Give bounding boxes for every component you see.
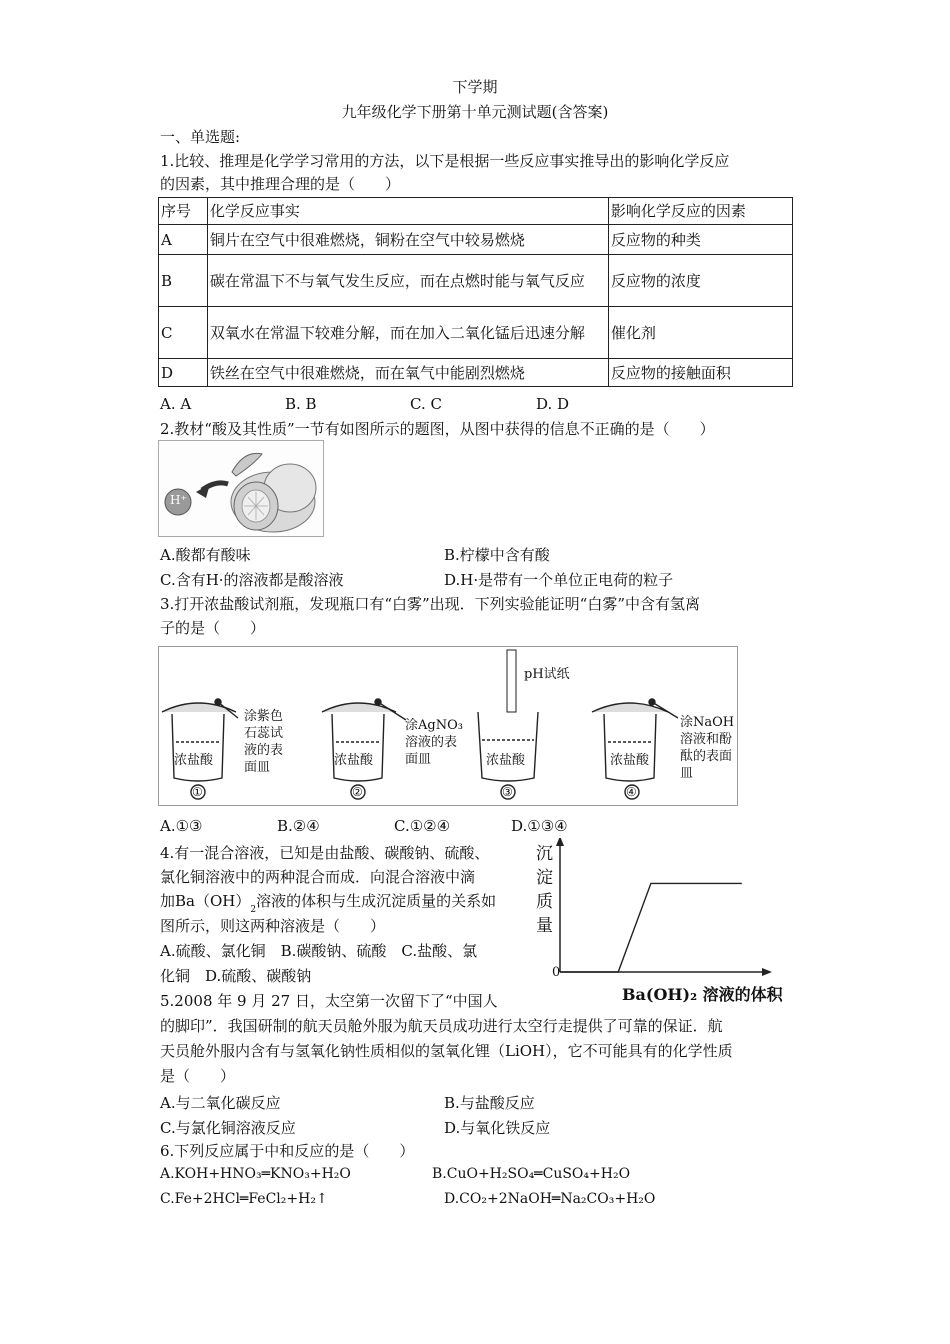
table-cell: 反应物的接触面积 xyxy=(608,359,792,387)
q2-stem: 2.教材“酸及其性质”一节有如图所示的题图，从图中获得的信息不正确的是（ ） xyxy=(160,420,715,438)
q4-line4: 图所示，则这两种溶液是（ ） xyxy=(160,917,386,935)
q4-line3-b: 溶液的体积与生成沉淀质量的关系如 xyxy=(256,892,497,910)
table-header-cell: 化学反应事实 xyxy=(207,198,608,225)
table-header-row xyxy=(159,198,793,225)
q4-line5: A.硫酸、氯化铜 B.碳酸钠、硫酸 C.盐酸、氯 xyxy=(160,942,478,960)
acid-label: 浓盐酸 xyxy=(334,753,374,768)
table-cell: C xyxy=(159,307,208,359)
caption-line: 皿 xyxy=(680,766,694,781)
q5-option-a[interactable]: A.与二氧化碳反应 xyxy=(160,1094,281,1112)
table-row xyxy=(159,225,793,255)
q6-option-b[interactable]: B.CuO+H₂SO₄═CuSO₄+H₂O xyxy=(432,1166,631,1182)
table-cell: 反应物的浓度 xyxy=(608,255,792,307)
caption-line: 面皿 xyxy=(244,760,271,775)
term-heading: 下学期 xyxy=(452,78,498,96)
q5-option-c[interactable]: C.与氯化铜溶液反应 xyxy=(160,1119,296,1137)
q2-option-b[interactable]: B.柠檬中含有酸 xyxy=(444,546,550,564)
table-header-cell: 影响化学反应的因素 xyxy=(608,198,792,225)
lemon-figure xyxy=(158,440,324,537)
chart-y-label: 沉淀质量 xyxy=(536,844,553,936)
ph-paper-label: pH试纸 xyxy=(524,667,570,682)
table-cell: A xyxy=(159,225,208,255)
q1-option-d[interactable]: D. D xyxy=(536,395,570,413)
q5-line1: 5.2008 年 9 月 27 日，太空第一次留下了“中国人 xyxy=(160,992,498,1010)
beaker4-caption xyxy=(680,714,734,782)
beaker1-caption xyxy=(244,708,283,776)
beaker-number: ② xyxy=(352,785,363,799)
q5-option-b[interactable]: B.与盐酸反应 xyxy=(444,1094,535,1112)
q4-line3-a: 加Ba（OH） xyxy=(160,892,251,910)
table-cell: 铁丝在空气中很难燃烧，而在氧气中能剧烈燃烧 xyxy=(207,359,608,387)
q3-option-d[interactable]: D.①③④ xyxy=(511,817,568,835)
chart-x-label: Ba(OH)₂ 溶液的体积 xyxy=(622,985,783,1004)
q1-table xyxy=(158,197,793,387)
q1-option-a[interactable]: A. A xyxy=(160,395,192,413)
page-title: 九年级化学下册第十单元测试题(含答案) xyxy=(341,103,609,121)
caption-line: 溶液和酚 xyxy=(680,732,733,747)
beaker-number: ③ xyxy=(502,785,513,799)
table-header-cell: 序号 xyxy=(159,198,208,225)
beaker2-caption xyxy=(405,717,463,768)
q5-line2: 的脚印”．我国研制的航天员舱外服为航天员成功进行太空行走提供了可靠的保证．航 xyxy=(160,1017,723,1035)
q3-option-c[interactable]: C.①②④ xyxy=(394,817,451,835)
q4-line1: 4.有一混合溶液，已知是由盐酸、碳酸钠、硫酸、 xyxy=(160,844,490,862)
caption-line: 涂AgNO₃ xyxy=(405,718,463,733)
table-cell: 碳在常温下不与氧气发生反应，而在点燃时能与氧气反应 xyxy=(207,255,608,307)
beaker-number: ④ xyxy=(626,785,637,799)
acid-label: 浓盐酸 xyxy=(486,753,526,768)
table-cell: 双氧水在常温下较难分解，而在加入二氧化锰后迅速分解 xyxy=(207,307,608,359)
q5-line3: 天员舱外服内含有与氢氧化钠性质相似的氢氧化锂（LiOH），它不可能具有的化学性质 xyxy=(160,1042,733,1060)
caption-line: 酞的表面 xyxy=(680,749,733,764)
q6-stem: 6.下列反应属于中和反应的是（ ） xyxy=(160,1142,415,1160)
table-row xyxy=(159,359,793,387)
table-cell: 反应物的种类 xyxy=(608,225,792,255)
acid-label: 浓盐酸 xyxy=(174,753,214,768)
table-cell: 催化剂 xyxy=(608,307,792,359)
q1-stem-line2: 的因素，其中推理合理的是（ ） xyxy=(160,175,401,193)
q3-stem-line1: 3.打开浓盐酸试剂瓶，发现瓶口有“白雾”出现．下列实验能证明“白雾”中含有氢离 xyxy=(160,595,700,613)
table-row xyxy=(159,307,793,359)
caption-line: 涂紫色 xyxy=(244,709,284,724)
table-row xyxy=(159,255,793,307)
beaker-number: ① xyxy=(192,785,203,799)
q4-line6: 化铜 D.硫酸、碳酸钠 xyxy=(160,967,312,985)
acid-label: 浓盐酸 xyxy=(610,753,650,768)
x-axis-arrow xyxy=(762,968,772,976)
q1-stem-line1: 1.比较、推理是化学学习常用的方法，以下是根据一些反应事实推导出的影响化学反应 xyxy=(160,152,730,170)
q4-line2: 氯化铜溶液中的两种混合而成．向混合溶液中滴 xyxy=(160,868,476,886)
q6-option-c[interactable]: C.Fe+2HCl═FeCl₂+H₂↑ xyxy=(160,1191,328,1207)
series-line xyxy=(560,883,742,972)
table-cell: D xyxy=(159,359,208,387)
q2-option-d[interactable]: D.H·是带有一个单位正电荷的粒子 xyxy=(444,571,674,589)
table-cell: B xyxy=(159,255,208,307)
chart-origin-label: 0 xyxy=(552,965,561,980)
caption-line: 石蕊试 xyxy=(244,726,284,741)
q3-stem-line2: 子的是（ ） xyxy=(160,619,266,637)
q5-option-d[interactable]: D.与氧化铁反应 xyxy=(444,1119,551,1137)
section-heading: 一、单选题: xyxy=(160,128,241,146)
caption-line: 涂NaOH xyxy=(680,715,735,730)
table-cell: 铜片在空气中很难燃烧，铜粉在空气中较易燃烧 xyxy=(207,225,608,255)
caption-line: 液的表 xyxy=(244,743,284,758)
caption-line: 溶液的表 xyxy=(405,735,458,750)
q3-option-a[interactable]: A.①③ xyxy=(160,817,203,835)
q5-line4: 是（ ） xyxy=(160,1067,236,1085)
q6-option-a[interactable]: A.KOH+HNO₃═KNO₃+H₂O xyxy=(160,1166,351,1182)
q1-option-c[interactable]: C. C xyxy=(410,395,442,413)
caption-line: 面皿 xyxy=(405,752,432,767)
q3-option-b[interactable]: B.②④ xyxy=(277,817,320,835)
h-plus-label: H⁺ xyxy=(170,493,187,507)
q6-option-d[interactable]: D.CO₂+2NaOH═Na₂CO₃+H₂O xyxy=(444,1191,656,1207)
precipitate-chart xyxy=(530,838,792,1004)
chart-plot-area xyxy=(556,838,772,976)
q1-option-b[interactable]: B. B xyxy=(285,395,317,413)
q2-option-c[interactable]: C.含有H·的溶液都是酸溶液 xyxy=(160,571,344,589)
subscript: 2 xyxy=(250,905,257,915)
q2-option-a[interactable]: A.酸都有酸味 xyxy=(160,546,251,564)
